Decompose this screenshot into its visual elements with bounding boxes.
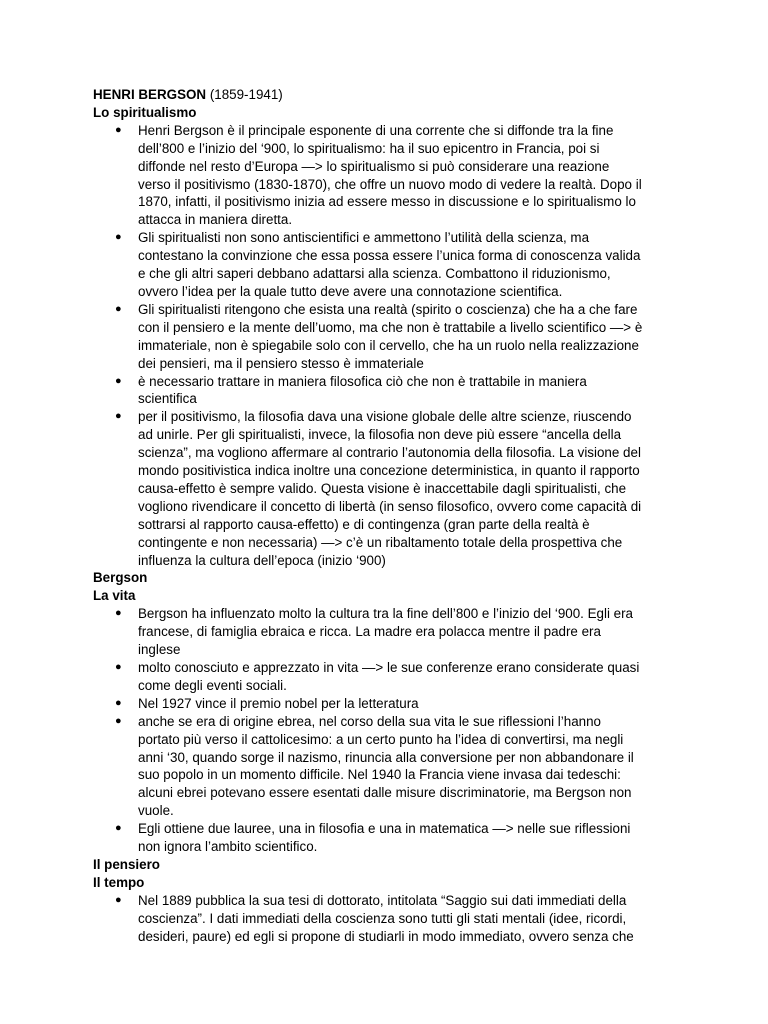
text-line: Gli spiritualisti non sono antiscientifici e ammettono l’utilità della scienza, ma (138, 230, 590, 246)
bullet-list (93, 892, 678, 946)
section-heading: Lo spiritualismo (93, 104, 197, 120)
document-dates: (1859-1941) (206, 87, 283, 102)
text-line: per il positivismo, la filosofia dava una visione globale delle altre scienze, riuscendo (138, 409, 632, 425)
text-line: Egli ottiene due lauree, una in filosofia e una in matematica —> nelle sue riflessioni (138, 821, 631, 837)
text-line: ad unirle. Per gli spiritualisti, invece, la filosofia non deve più essere “ancella della (138, 427, 622, 443)
bullet-icon: ● (115, 714, 122, 727)
text-line: francese, di famiglia ebraica e ricca. La madre era polacca mentre il padre era (138, 624, 601, 640)
text-line: causa-effetto è sempre valido. Questa visione è inaccettabile dagli spiritualisti, che (138, 480, 627, 496)
text-line: diffonde nel resto d’Europa —> lo spiritualismo si può considerare una reazione (138, 158, 610, 174)
document-body (93, 104, 678, 946)
bullet-icon: ● (115, 893, 122, 906)
text-line: Bergson ha influenzato molto la cultura tra la fine dell’800 e l’inizio del ‘900. Egli era (138, 606, 634, 622)
list-item-text (138, 695, 678, 713)
list-item (93, 695, 678, 713)
list-item (93, 408, 678, 569)
text-line: Henri Bergson è il principale esponente di una corrente che si diffonde tra la fine (138, 122, 614, 138)
bullet-icon: ● (115, 822, 122, 835)
text-line: Gli spiritualisti ritengono che esista una realtà (spirito o coscienza) che ha a che fare (138, 301, 638, 317)
list-item-text (138, 122, 678, 229)
text-line: contestano la convinzione che essa possa essere l’unica forma di conoscenza valida (138, 248, 641, 264)
text-line: e che gli altri saperi debbano adattarsi alla scienza. Combattono il riduzionismo, (138, 266, 611, 282)
bullet-icon: ● (115, 374, 122, 387)
text-line: anni ‘30, quando sorge il nazismo, rinuncia alla conversione per non abbandonare il (138, 749, 634, 765)
text-line: attacca in maniera diretta. (138, 212, 293, 228)
section-heading: La vita (93, 588, 136, 604)
text-line: contingente e non necessaria) —> c’è un ribaltamento totale della prospettiva che (138, 534, 623, 550)
list-item-text (138, 892, 678, 946)
text-line: molto conosciuto e apprezzato in vita —> le sue conferenze erano considerate quasi (138, 660, 640, 675)
bullet-icon: ● (115, 661, 122, 673)
text-line: sottrarsi al rapporto causa-effetto) e di contingenza (gran parte della realtà è (138, 516, 590, 532)
bullet-icon: ● (115, 302, 122, 315)
list-item (93, 820, 678, 856)
text-line: dell’800 e l’inizio del ‘900, lo spiritualismo: ha il suo epicentro in Francia, poi si (138, 140, 600, 156)
section-heading: Il pensiero (93, 856, 160, 872)
text-line: desideri, paure) ed egli si propone di studiarli in modo immediato, ovvero senza che (138, 928, 634, 944)
text-line: verso il positivismo (1830-1870), che offre un nuovo modo di vedere la realtà. Dopo il (138, 176, 642, 192)
list-item (93, 605, 678, 659)
text-line: alcuni ebrei potevano essere esentati dalle misure discriminatorie, ma Bergson non (138, 785, 632, 801)
bullet-icon: ● (115, 607, 122, 620)
bullet-icon: ● (115, 696, 122, 709)
list-item (93, 659, 678, 695)
text-line: vuole. (138, 803, 174, 819)
section-heading: Bergson (93, 570, 148, 586)
bullet-icon: ● (115, 123, 122, 136)
list-item-text (138, 229, 678, 301)
document-page (93, 86, 678, 946)
list-item-text (138, 301, 678, 373)
section-heading: Il tempo (93, 874, 145, 890)
list-item-text (138, 408, 678, 569)
text-line: come degli eventi sociali. (138, 677, 287, 693)
list-item-text (138, 820, 678, 856)
bullet-list (93, 605, 678, 856)
document-title: HENRI BERGSON (93, 87, 207, 102)
text-line: scienza”, ma vogliono affermare al contrario l’autonomia della filosofia. La visione del (138, 445, 641, 461)
text-line: dei pensieri, ma il pensiero stesso è immateriale (138, 355, 424, 371)
text-line: mondo positivistica indica inoltre una concezione deterministica, in quanto il rapporto (138, 463, 640, 479)
text-line: Nel 1889 pubblica la sua tesi di dottorato, intitolata “Saggio sui dati immediati della (138, 892, 627, 908)
text-line: Nel 1927 vince il premio nobel per la letteratura (138, 695, 419, 711)
text-line: portato più verso il cattolicesimo: a un certo punto ha l’idea di convertirsi, ma negli (138, 731, 624, 747)
list-item (93, 892, 678, 946)
text-line: 1870, infatti, il positivismo inizia ad essere messo in discussione e lo spiritualismo lo (138, 194, 636, 210)
text-line: inglese (138, 642, 181, 658)
bullet-icon: ● (115, 231, 122, 244)
list-item-text (138, 659, 678, 695)
text-line: è necessario trattare in maniera filosofica ciò che non è trattabile in maniera (138, 373, 587, 389)
text-line: vogliono rivendicare il concetto di libertà (in senso filosofico, ovvero come capacità di (138, 498, 642, 514)
list-item (93, 122, 678, 229)
text-line: scientifica (138, 391, 197, 407)
bullet-icon: ● (115, 410, 122, 423)
list-item-text (138, 605, 678, 659)
text-line: anche se era di origine ebrea, nel corso della sua vita le sue riflessioni l’hanno (138, 713, 601, 729)
list-item (93, 229, 678, 301)
text-line: con il pensiero e la mente dell’uomo, ma che non è trattabile a livello scientifico —> è (138, 319, 643, 335)
text-line: coscienza”. I dati immediati della coscienza sono tutti gli stati mentali (idee, ricordi, (138, 910, 627, 926)
text-line: ovvero l’idea per la quale tutto deve avere una connotazione scientifica. (138, 283, 563, 299)
text-line: non ignora l’ambito scientifico. (138, 839, 318, 855)
list-item (93, 713, 678, 820)
bullet-list (93, 122, 678, 570)
list-item (93, 373, 678, 409)
text-line: immateriale, non è spiegabile solo con il cervello, che ha un ruolo nella realizzazione (138, 337, 639, 353)
text-line: influenza la cultura dell’epoca (inizio ‘900) (138, 552, 386, 568)
list-item-text (138, 713, 678, 820)
list-item-text (138, 373, 678, 409)
document-title-line (93, 86, 678, 104)
list-item (93, 301, 678, 373)
text-line: suo popolo in un momento difficile. Nel 1940 la Francia viene invasa dai tedeschi: (138, 767, 621, 783)
